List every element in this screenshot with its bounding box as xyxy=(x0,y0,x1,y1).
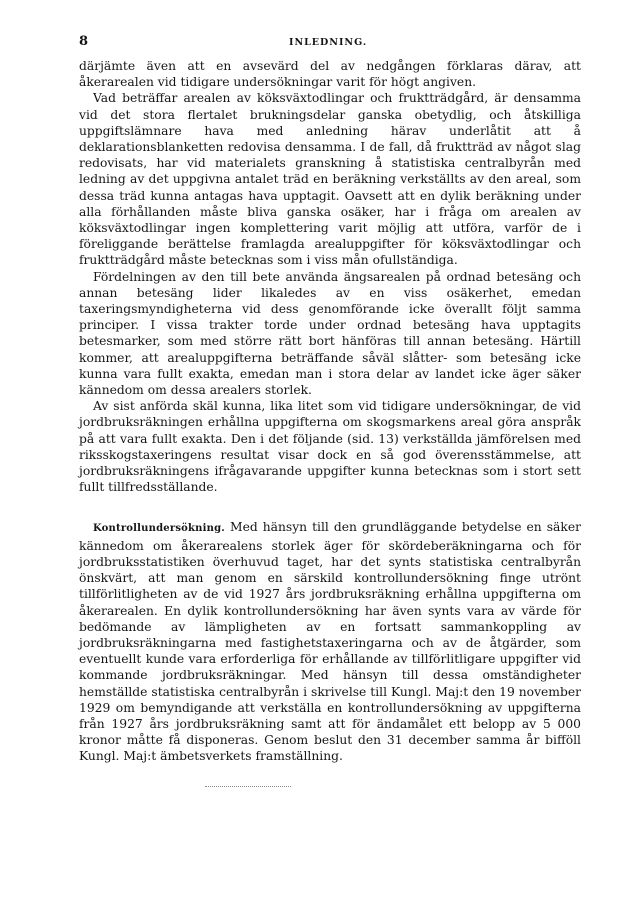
section-text: Med hänsyn till den grundläggande betydelse en säker kännedom om åkerarealens storlek äger för skördeberäkningarna och för jordbruksstatistiken överhuvud taget, har det synts statistiska centralbyrån önskvärt, att man genom en särskild kontrollundersökning finge utrönt tillförlitligheten av de vid 1927 års jordbruksräkning erhållna uppgifterna om åkerarealen. En dylik kontrollundersökning har även synts vara av värde för bedömande av lämpligheten av en fortsatt sammankoppling av jordbruksräkningarna med fastighetstaxeringarna och av de åtgärder, som eventuellt kunde vara erforderliga för erhållande av tillförlitligare uppgifter vid kommande jordbruksräkningar. Med hänsyn till dessa omständigheter hemställde statistiska centralbyrån i skrivelse till Kungl. Maj:t den 19 november 1929 om bemyndigande att verkställa en kontrollundersökning av uppgifterna från 1927 års jordbruksräkning samt att för ändamålet ett belopp av 5 000 kronor måtte få disponeras. Genom beslut den 31 december samma år bifföll Kungl. Maj:t ämbetsverkets framställning. xyxy=(79,520,581,764)
paragraph-garden-area: Vad beträffar arealen av köksväxtodlingar och fruktträdgård, är densamma vid det stora flertalet brukningsdelar ganska obetydlig, och åtskilliga uppgiftslämnare hava med anledning härav underlåtit att å deklarationsblanketten redovisa densamma. I de fall, då fruktträd av något slag redovisats, har vid materialets granskning å statistiska centralbyrån med ledning av det uppgivna antalet träd en beräkning verkställts av den areal, som dessa träd kunna antagas hava upptagit. Oavsett att en dylik beräkning under alla förhållanden måste bliva ganska osäker, har i fråga om arealen av köksväxtodlingar ingen komplettering varit möjlig att utföra, varför de i föreliggande berättelse framlagda arealuppgifter för köksväxtodlingar och fruktträdgård måste betecknas som i viss mån ofullständiga. xyxy=(79,91,581,268)
paragraph-pasture: Fördelningen av den till bete använda ängsarealen på ordnad betesäng och annan betesäng lider likaledes av en viss osäkerhet, emedan taxeringsmyndigheterna vid dess genomförande icke överallt följt samma principer. I vissa trakter torde under ordnad betesäng hava upptagits betesmarker, som med större rätt bort hänföras till annan betesäng. Härtill kommer, att arealuppgifterna beträffande såväl slåtter- som betesäng icke kunna vara fullt exakta, emedan man i stora delar av landet icke äger säker kännedom om dessa arealers storlek. xyxy=(79,269,581,398)
paragraph-forest-area: Av sist anförda skäl kunna, lika litet som vid tidigare undersökningar, de vid jordbruksräkningen erhållna uppgifterna om skogsmarkens areal göra anspråk på att vara fullt exakta. Den i det följande (sid. 13) verkställda jämförelsen med riksskogstaxeringens resultat visar dock en så god överensstämmelse, att jordbruksräkningens ifrågavarande uppgifter kunna betecknas som i stort sett fullt tillfredsställande. xyxy=(79,399,581,495)
body-text xyxy=(79,58,581,765)
document-page xyxy=(79,34,581,765)
section-heading: Kontrollundersökning. xyxy=(93,523,225,535)
paragraph-continuation: därjämte även att en avsevärd del av nedgången förklaras därav, att åkerarealen vid tidigare undersökningar varit för högt angiven. xyxy=(79,59,581,90)
section-gap xyxy=(79,495,581,519)
running-title: INLEDNING. xyxy=(289,37,368,48)
section-control-survey xyxy=(79,519,581,764)
footer-rule xyxy=(205,786,291,787)
page-number: 8 xyxy=(79,34,89,49)
running-head xyxy=(79,34,581,52)
